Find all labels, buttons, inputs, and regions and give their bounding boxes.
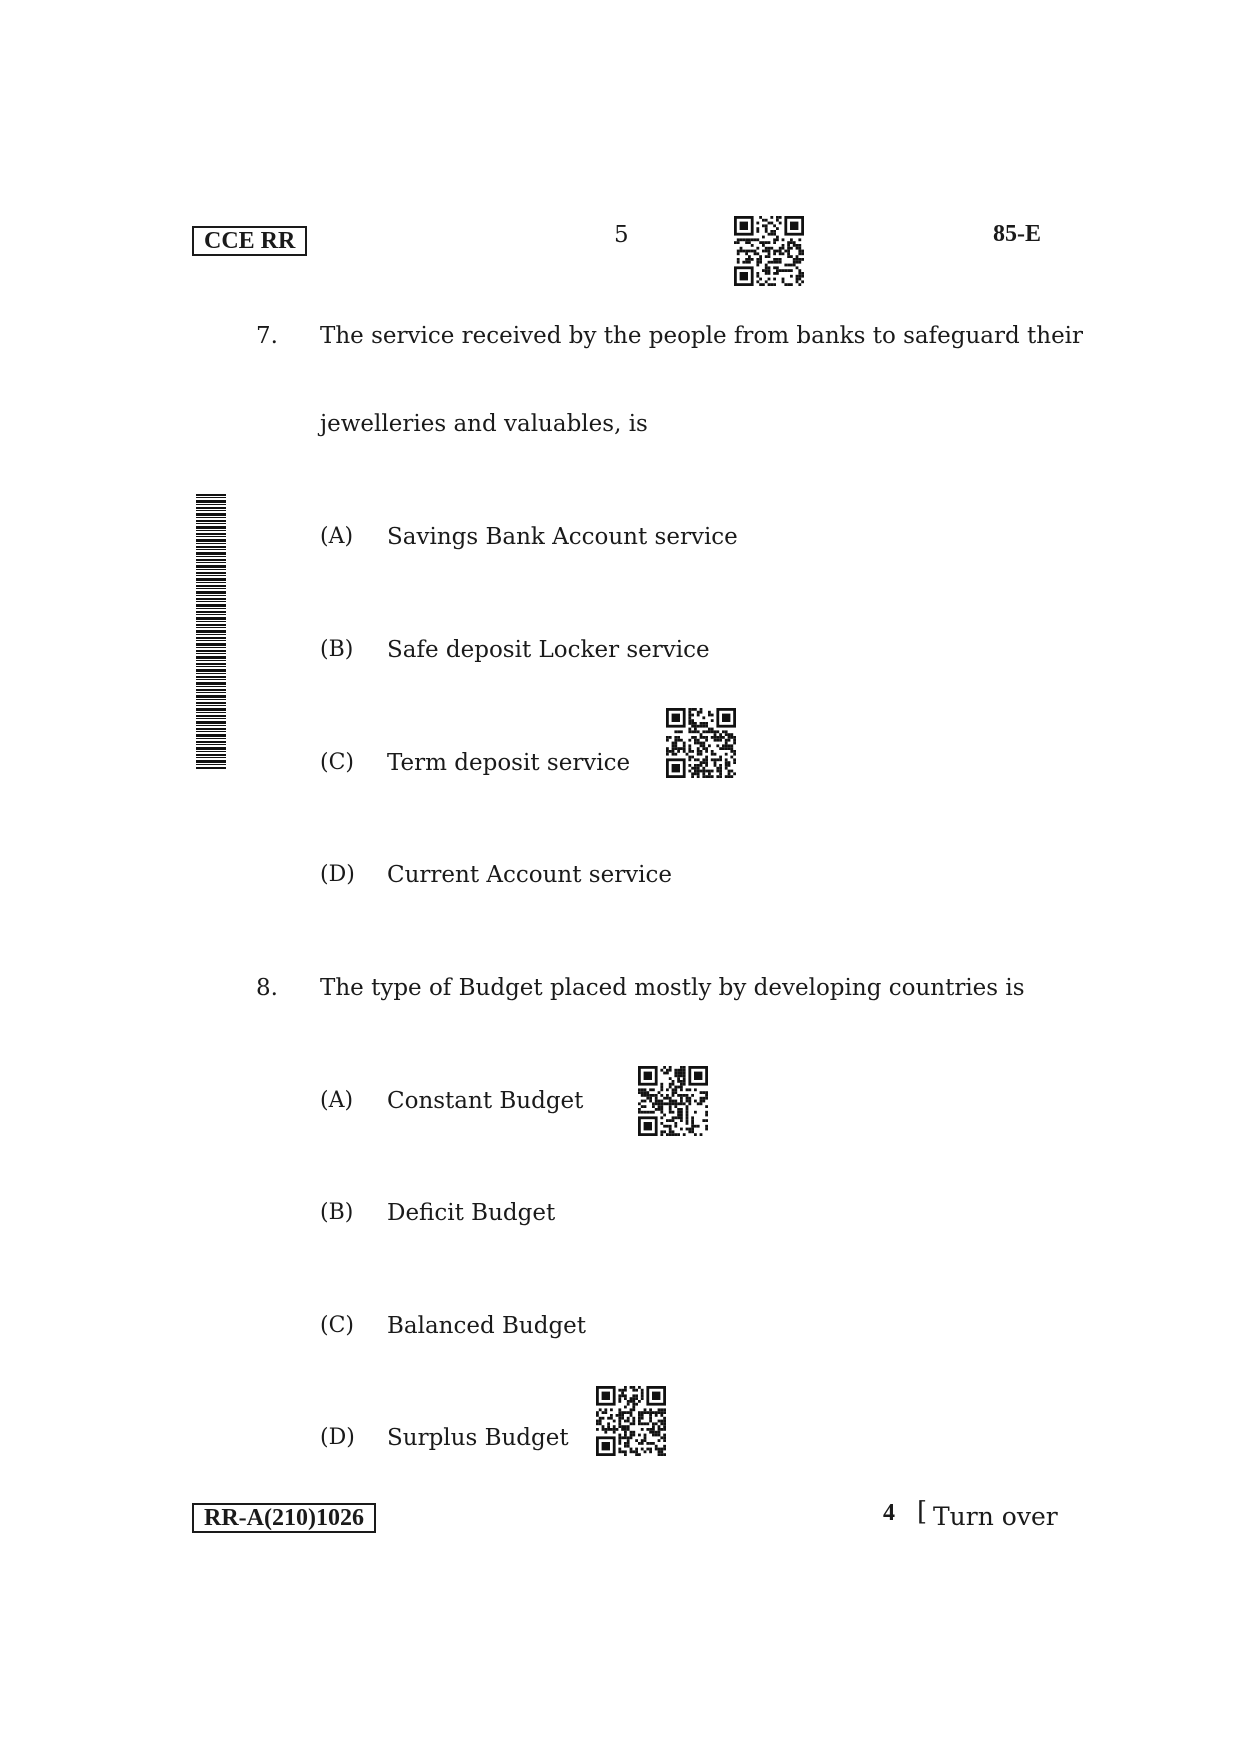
question-8-number: 8. bbox=[256, 975, 278, 1001]
q8-option-a-label: (A) bbox=[320, 1088, 354, 1113]
header-left-code: CCE RR bbox=[192, 226, 307, 256]
barcode-icon bbox=[196, 494, 226, 770]
header-right-code: 85-E bbox=[993, 221, 1041, 247]
question-8-text-line1: The type of Budget placed mostly by developing countries is bbox=[320, 975, 1025, 1001]
q8-option-d-label: (D) bbox=[320, 1425, 355, 1450]
footer-left-code: RR-A(210)1026 bbox=[192, 1503, 376, 1533]
qr-code-icon bbox=[734, 216, 804, 286]
question-7-number: 7. bbox=[256, 323, 278, 349]
question-7-text-line1: The service received by the people from banks to safeguard their bbox=[320, 323, 1084, 349]
q8-option-c-text: Balanced Budget bbox=[387, 1313, 587, 1339]
turn-over-bracket: [ bbox=[917, 1497, 928, 1527]
q8-option-b-text: Deficit Budget bbox=[387, 1200, 556, 1226]
qr-code-icon bbox=[666, 708, 736, 778]
q7-option-a-label: (A) bbox=[320, 524, 354, 549]
q8-option-b-label: (B) bbox=[320, 1200, 354, 1225]
q7-option-d-label: (D) bbox=[320, 862, 355, 887]
qr-code-icon bbox=[638, 1066, 708, 1136]
q8-option-d-text: Surplus Budget bbox=[387, 1425, 569, 1451]
page-number: 5 bbox=[614, 222, 629, 248]
sheet-number: 4 bbox=[883, 1500, 895, 1526]
q7-option-a-text: Savings Bank Account service bbox=[387, 524, 738, 550]
question-7-text-line2: jewelleries and valuables, is bbox=[320, 411, 648, 437]
q7-option-b-text: Safe deposit Locker service bbox=[387, 637, 710, 663]
q7-option-d-text: Current Account service bbox=[387, 862, 673, 888]
q8-option-a-text: Constant Budget bbox=[387, 1088, 584, 1114]
turn-over-text: Turn over bbox=[933, 1502, 1058, 1531]
q7-option-b-label: (B) bbox=[320, 637, 354, 662]
q7-option-c-label: (C) bbox=[320, 750, 354, 775]
q7-option-c-text: Term deposit service bbox=[387, 750, 631, 776]
q8-option-c-label: (C) bbox=[320, 1313, 354, 1338]
qr-code-icon bbox=[596, 1386, 666, 1456]
